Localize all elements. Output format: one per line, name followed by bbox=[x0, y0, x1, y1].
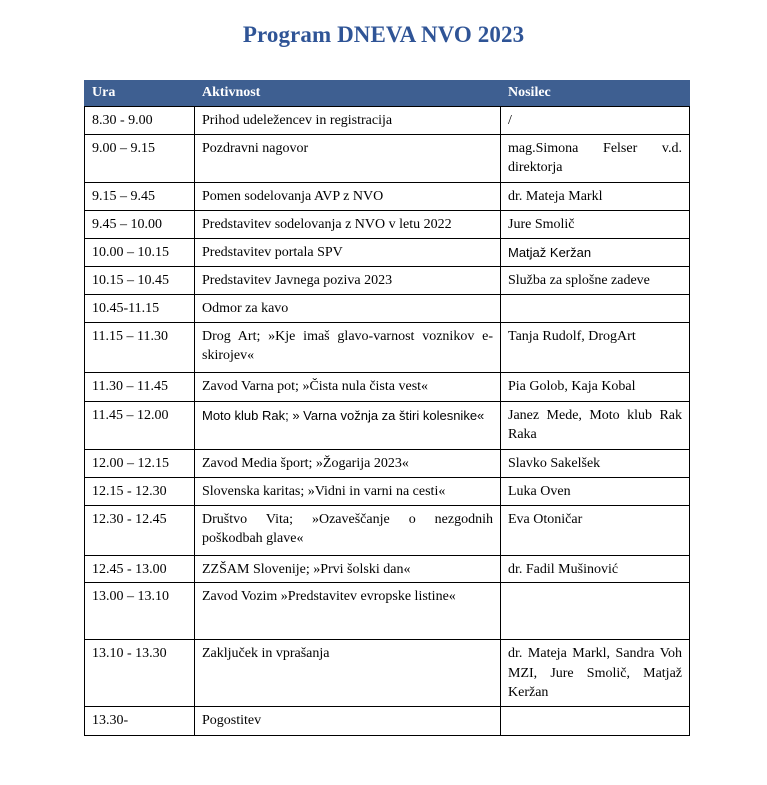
host-cell: Tanja Rudolf, DrogArt bbox=[501, 322, 690, 372]
table-row bbox=[85, 182, 690, 210]
time-cell: 13.00 – 13.10 bbox=[85, 583, 195, 640]
host-cell: Luka Oven bbox=[501, 477, 690, 505]
time-cell: 10.45-11.15 bbox=[85, 294, 195, 322]
table-row bbox=[85, 372, 690, 401]
host-cell: Matjaž Keržan bbox=[501, 238, 690, 266]
table-row bbox=[85, 401, 690, 449]
activity-cell: Zavod Vozim »Predstavitev evropske listine« bbox=[195, 583, 501, 640]
host-cell: Janez Mede, Moto klub Rak Raka bbox=[501, 401, 690, 449]
time-cell: 11.30 – 11.45 bbox=[85, 372, 195, 401]
activity-cell: Predstavitev sodelovanja z NVO v letu 2022 bbox=[195, 210, 501, 238]
host-cell: dr. Mateja Markl, Sandra Voh MZI, Jure Smolič, Matjaž Keržan bbox=[501, 640, 690, 707]
table-row bbox=[85, 238, 690, 266]
host-cell: Služba za splošne zadeve bbox=[501, 266, 690, 294]
header-activity: Aktivnost bbox=[195, 81, 501, 107]
host-cell: Jure Smolič bbox=[501, 210, 690, 238]
activity-cell: Drog Art; »Kje imaš glavo-varnost voznikov e-skirojev« bbox=[195, 322, 501, 372]
activity-cell: Zavod Media šport; »Žogarija 2023« bbox=[195, 449, 501, 477]
host-cell: Eva Otoničar bbox=[501, 505, 690, 555]
activity-cell: Pozdravni nagovor bbox=[195, 134, 501, 182]
table-row bbox=[85, 477, 690, 505]
table-row bbox=[85, 266, 690, 294]
host-cell: dr. Mateja Markl bbox=[501, 182, 690, 210]
header-time: Ura bbox=[85, 81, 195, 107]
activity-cell: Zavod Varna pot; »Čista nula čista vest« bbox=[195, 372, 501, 401]
activity-cell: Zaključek in vprašanja bbox=[195, 640, 501, 707]
time-cell: 8.30 - 9.00 bbox=[85, 106, 195, 134]
time-cell: 11.15 – 11.30 bbox=[85, 322, 195, 372]
table-row bbox=[85, 210, 690, 238]
activity-cell: Pogostitev bbox=[195, 706, 501, 735]
host-cell: / bbox=[501, 106, 690, 134]
table-row bbox=[85, 449, 690, 477]
host-cell bbox=[501, 706, 690, 735]
page-title: Program DNEVA NVO 2023 bbox=[242, 22, 525, 47]
table-row bbox=[85, 706, 690, 735]
activity-cell: Prihod udeležencev in registracija bbox=[195, 106, 501, 134]
host-cell bbox=[501, 583, 690, 640]
activity-cell: Predstavitev Javnega poziva 2023 bbox=[195, 266, 501, 294]
time-cell: 12.00 – 12.15 bbox=[85, 449, 195, 477]
time-cell: 11.45 – 12.00 bbox=[85, 401, 195, 449]
table-row bbox=[85, 322, 690, 372]
time-cell: 13.10 - 13.30 bbox=[85, 640, 195, 707]
table-row bbox=[85, 134, 690, 182]
activity-cell: Moto klub Rak; » Varna vožnja za štiri kolesnike« bbox=[195, 401, 501, 449]
host-cell: mag.Simona Felser v.d. direktorja bbox=[501, 134, 690, 182]
time-cell: 12.15 - 12.30 bbox=[85, 477, 195, 505]
time-cell: 13.30- bbox=[85, 706, 195, 735]
activity-cell: Društvo Vita; »Ozaveščanje o nezgodnih poškodbah glave« bbox=[195, 505, 501, 555]
host-cell: Pia Golob, Kaja Kobal bbox=[501, 372, 690, 401]
table-row bbox=[85, 583, 690, 640]
time-cell: 10.00 – 10.15 bbox=[85, 238, 195, 266]
activity-cell: Pomen sodelovanja AVP z NVO bbox=[195, 182, 501, 210]
time-cell: 10.15 – 10.45 bbox=[85, 266, 195, 294]
time-cell: 9.45 – 10.00 bbox=[85, 210, 195, 238]
time-cell: 9.15 – 9.45 bbox=[85, 182, 195, 210]
time-cell: 12.30 - 12.45 bbox=[85, 505, 195, 555]
host-cell: dr. Fadil Mušinović bbox=[501, 555, 690, 583]
time-cell: 9.00 – 9.15 bbox=[85, 134, 195, 182]
activity-cell: Predstavitev portala SPV bbox=[195, 238, 501, 266]
program-table bbox=[84, 80, 690, 736]
activity-cell: Slovenska karitas; »Vidni in varni na cesti« bbox=[195, 477, 501, 505]
table-row bbox=[85, 294, 690, 322]
activity-cell: Odmor za kavo bbox=[195, 294, 501, 322]
table-row bbox=[85, 106, 690, 134]
header-host: Nosilec bbox=[501, 81, 690, 107]
table-row bbox=[85, 555, 690, 583]
table-row bbox=[85, 640, 690, 707]
host-cell: Slavko Sakelšek bbox=[501, 449, 690, 477]
table-header-row bbox=[85, 81, 690, 107]
time-cell: 12.45 - 13.00 bbox=[85, 555, 195, 583]
host-cell bbox=[501, 294, 690, 322]
table-row bbox=[85, 505, 690, 555]
activity-cell: ZZŠAM Slovenije; »Prvi šolski dan« bbox=[195, 555, 501, 583]
